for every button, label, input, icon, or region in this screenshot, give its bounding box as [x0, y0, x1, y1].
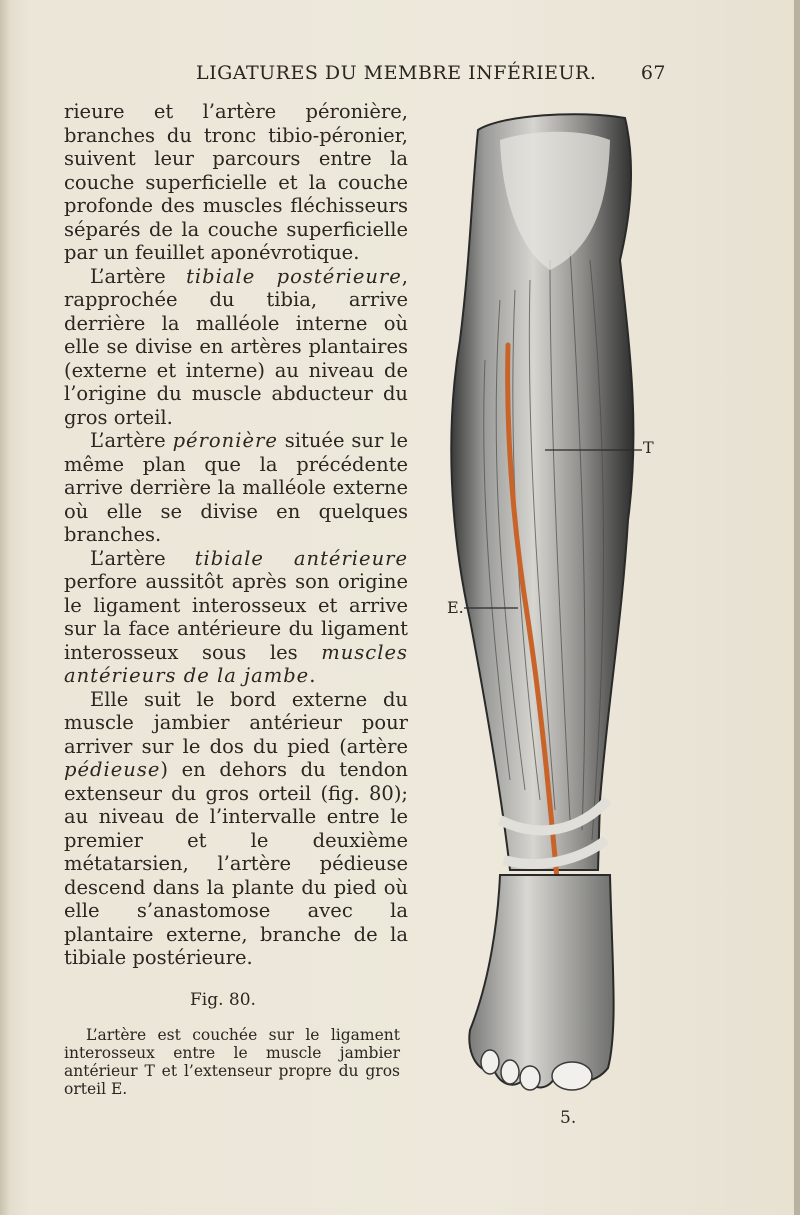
paragraph [64, 547, 408, 688]
body-text [64, 100, 408, 970]
italic-term: tibiale antérieure [194, 546, 408, 570]
italic-term: pédieuse [64, 758, 161, 781]
text-run: L’artère [90, 264, 187, 288]
text-run: située sur le même plan que la précédente arrive derrière la malléole externe où elle se divise en quelques branches. [64, 429, 408, 546]
figure-caption-text: L’artère est couchée sur le ligament interosseux entre le muscle jambier antérieur T et l’extenseur propre du gros orteil E. [64, 1026, 400, 1098]
paragraph [64, 265, 408, 430]
text-run: perfore aussitôt après son origine le ligament interosseux et arrive sur la face antérieure du ligament interosseux sous les [64, 570, 408, 664]
page-edge [794, 0, 800, 1215]
paragraph [64, 429, 408, 547]
figure-marker-t: T [643, 438, 654, 457]
leg-drawing [430, 100, 680, 1100]
text-run: ) en dehors du tendon extenseur du gros orteil (fig. 80); au niveau de l’intervalle entre le premier et le deuxième métatarsien, l’artère pédieuse descend dans la plante du pied où elle s’anastomose avec la plantaire externe, branche de la tibiale postérieure. [64, 758, 408, 969]
paragraph [64, 688, 408, 970]
text-run: . [309, 664, 316, 687]
text-run: L’artère [90, 429, 173, 452]
figure-caption [64, 1026, 400, 1098]
running-title: LIGATURES DU MEMBRE INFÉRIEUR. [196, 62, 597, 84]
figure-label: Fig. 80. [190, 990, 256, 1010]
text-run: Elle suit le bord externe du muscle jambier antérieur pour arriver sur le dos du pied (artère [64, 687, 408, 758]
italic-term: muscles antérieurs de la jambe [64, 640, 408, 687]
running-header [196, 62, 666, 90]
paragraph [64, 100, 408, 265]
signature-mark: 5. [560, 1108, 577, 1128]
text-run: L’artère [90, 546, 195, 570]
italic-term: tibiale postérieure [186, 264, 402, 288]
text-run: , rapprochée du tibia, arrive derrière la malléole interne où elle se divise en artères plantaires (externe et interne) au niveau de l’origine du muscle abducteur du gros orteil. [64, 264, 408, 429]
page-spine-shadow [0, 0, 10, 1215]
page-number: 67 [640, 62, 666, 84]
figure-marker-e: E. [447, 598, 464, 617]
text-run: rieure et l’artère péronière, branches du tronc tibio-péronier, suivent leur parcours entre la couche superficielle et la couche profonde des muscles fléchisseurs séparés de la couche superficielle par un feuillet aponévrotique. [64, 100, 408, 264]
italic-term: péronière [172, 429, 278, 452]
leg-anatomy-illustration [430, 100, 680, 1100]
